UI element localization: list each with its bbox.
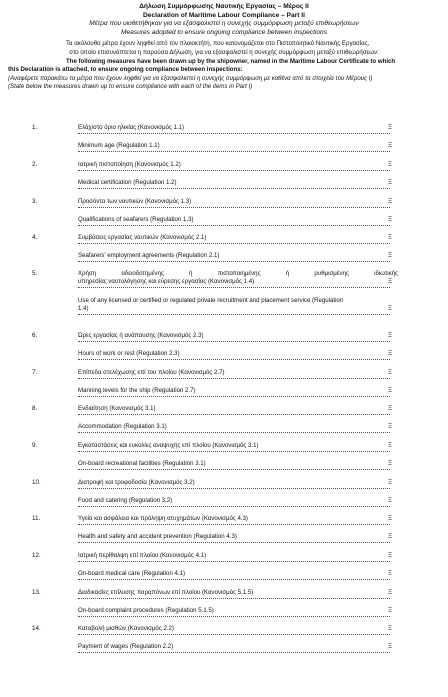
intro-paragraph — [8, 40, 440, 92]
checkbox-mark: Ξ — [388, 234, 392, 241]
item-greek-text — [78, 625, 398, 633]
item-english-text — [78, 460, 398, 468]
item-text: Manning levels for the ship (Regulation 2.7) — [78, 387, 196, 394]
checkbox-mark: Ξ — [388, 423, 392, 430]
dotted-answer-line — [78, 207, 390, 208]
item-english-text — [78, 305, 398, 313]
item-english-text — [78, 142, 398, 150]
item-english-text — [78, 350, 398, 358]
dotted-answer-line — [78, 432, 390, 433]
item-text: Συμβάσεις εργασίας ναυτικών (Κανονισμός 2.1) — [78, 234, 207, 241]
checkbox-mark: Ξ — [388, 124, 392, 131]
item-text: Ιατρική περίθαλψη επί πλοίου (Κανονισμός 4.1) — [78, 552, 207, 559]
checkbox-mark: Ξ — [388, 252, 392, 259]
dotted-answer-line — [78, 243, 390, 244]
item-english-text — [78, 643, 398, 651]
dotted-answer-line — [78, 287, 390, 288]
item-text: Ενδιαίτηση (Κανονισμός 3.1) — [78, 405, 156, 412]
checkbox-mark: Ξ — [388, 570, 392, 577]
checkbox-mark: Ξ — [388, 179, 392, 186]
checkbox-mark: Ξ — [388, 552, 392, 559]
item-text: Accommodation (Regulation 3.1) — [78, 423, 167, 430]
item-text: On-board complaint procedures (Regulation 5.1.5) — [78, 607, 214, 614]
dotted-answer-line — [78, 524, 390, 525]
dotted-answer-line — [78, 598, 390, 599]
dotted-answer-line — [78, 225, 390, 226]
item-greek-text — [78, 124, 398, 132]
intro-greek-note: (Αναφέρετε παρακάτω τα μέτρα που έχουν ληφθεί για να εξασφαλιστεί η συνεχής συμμόρφωση με καθένα από τα στοιχεία του Μέρους Ι) — [8, 74, 373, 82]
dotted-answer-line — [78, 634, 390, 635]
checkbox-mark: Ξ — [388, 198, 392, 205]
intro-english-line1: The following measures have been drawn up by the shipowner, named in the Maritime Labour Certificate to which — [66, 57, 396, 65]
item-greek-text — [78, 589, 398, 597]
subtitle-english: Measures adopted to ensure ongoing compliance between inspections — [120, 28, 327, 36]
checkbox-mark: Ξ — [388, 533, 392, 540]
checkbox-mark: Ξ — [388, 216, 392, 223]
item-text: On-board recreational facilities (Regulation 3.1) — [78, 460, 206, 467]
item-greek-text — [78, 515, 398, 523]
checkbox-mark: Ξ — [388, 607, 392, 614]
item-text: Υγεία και ασφάλεια και πρόληψη ατυχημάτων (Κανονισμός 4.3) — [78, 515, 248, 522]
item-english-text — [78, 387, 398, 395]
item-text: Προσόντα των ναυτικών (Κανονισμός 1.3) — [78, 198, 192, 205]
checkbox-mark: Ξ — [388, 332, 392, 339]
item-text: Εγκαταστάσεις και ευκολίες αναψυχής επί πλοίου (Κανονισμός 3.1) — [78, 442, 259, 449]
item-number: 9. — [32, 442, 38, 449]
item-text: Minimum age (Regulation 1.1) — [78, 142, 160, 149]
item-greek-text — [78, 479, 398, 487]
dotted-answer-line — [78, 652, 390, 653]
checkbox-mark: Ξ — [388, 142, 392, 149]
dotted-answer-line — [78, 133, 390, 134]
checkbox-mark: Ξ — [388, 460, 392, 467]
checkbox-mark: Ξ — [388, 161, 392, 168]
dotted-answer-line — [78, 414, 390, 415]
item-english-text — [78, 297, 398, 305]
dotted-answer-line — [78, 561, 390, 562]
dotted-answer-line — [78, 542, 390, 543]
checkbox-mark: Ξ — [388, 369, 392, 376]
item-english-text — [78, 497, 398, 505]
item-greek-text — [78, 552, 398, 560]
item-number: 11. — [32, 515, 41, 522]
item-text: Ώρες εργασίας ή ανάπαυσης (Κανονισμός 2.3) — [78, 332, 204, 339]
checkbox-mark: Ξ — [388, 442, 392, 449]
dotted-answer-line — [78, 396, 390, 397]
item-greek-text — [78, 198, 398, 206]
dotted-answer-line — [78, 451, 390, 452]
item-text: Ιατρική πιστοποίηση (Κανονισμός 1.2) — [78, 161, 181, 168]
item-greek-text — [78, 234, 398, 242]
item-text: υπηρεσίας ναυτολόγησης και εύρεσης εργασίας (Κανονισμός 1.4) — [78, 278, 255, 285]
item-text: Use of any licensed or certified or regulated private recruitment and placement service (Regulation — [78, 297, 344, 304]
item-number: 6. — [32, 332, 38, 339]
checkbox-mark: Ξ — [388, 625, 392, 632]
item-text: Ελάχιστο όριο ηλικίας (Κανονισμός 1.1) — [78, 124, 185, 131]
document-header — [0, 3, 448, 37]
item-greek-text — [78, 161, 398, 169]
intro-greek-line1: Τα ακόλουθα μέτρα έχουν ληφθεί από τον πλοιοκτήτη, που κατονομάζεται στο Πιστοποιητικό Ναυτικής Εργασίας, — [66, 40, 370, 48]
dotted-answer-line — [78, 188, 390, 189]
dotted-answer-line — [78, 506, 390, 507]
dotted-answer-line — [78, 314, 390, 315]
checkbox-mark: Ξ — [388, 387, 392, 394]
title-greek: Δήλωση Συμμόρφωσης Ναυτικής Εργασίας – Μέρος ΙΙ — [139, 3, 309, 10]
item-text: 1.4) — [78, 305, 89, 312]
item-text: Seafarers' employment agreements (Regulation 2.1) — [78, 252, 220, 259]
dotted-answer-line — [78, 170, 390, 171]
checkbox-mark: Ξ — [388, 497, 392, 504]
item-text: Qualifications of seafarers (Regulation 1.3) — [78, 216, 194, 223]
item-english-text — [78, 570, 398, 578]
item-text: Επίπεδα στελέχωσης επί του πλοίου (Κανονισμός 2.7) — [78, 369, 225, 376]
dotted-answer-line — [78, 579, 390, 580]
item-text: Hours of work or rest (Regulation 2.3) — [78, 350, 180, 357]
item-greek-text — [78, 270, 398, 278]
dotted-answer-line — [78, 341, 390, 342]
item-number: 13. — [32, 589, 41, 596]
checkbox-mark: Ξ — [388, 278, 392, 285]
item-greek-text — [78, 278, 398, 286]
item-text: Medical certification (Regulation 1.2) — [78, 179, 177, 186]
checkbox-mark: Ξ — [388, 643, 392, 650]
checkbox-mark: Ξ — [388, 515, 392, 522]
item-number: 3. — [32, 198, 38, 205]
checkbox-mark: Ξ — [388, 589, 392, 596]
checkbox-mark: Ξ — [388, 479, 392, 486]
item-english-text — [78, 216, 398, 224]
item-text: On-board medical care (Regulation 4.1) — [78, 570, 186, 577]
item-number: 4. — [32, 234, 38, 241]
item-number: 2. — [32, 161, 38, 168]
item-greek-text — [78, 332, 398, 340]
item-english-text — [78, 423, 398, 431]
intro-english-line2: this Declaration is attached, to ensure ongoing compliance between inspections: — [8, 66, 243, 74]
item-text: Χρήση αδειοδοτημένης ή πιστοποιημένης ή ρυθμισμένης ιδιωτικής — [78, 270, 398, 277]
subtitle-greek: Μέτρα που υιοθετήθηκαν για να εξασφαλιστεί η συνεχής συμμόρφωση μεταξύ επιθεωρήσεων — [89, 20, 359, 28]
item-text: Payment of wages (Regulation 2.2) — [78, 643, 174, 650]
dotted-answer-line — [78, 261, 390, 262]
item-number: 1. — [32, 124, 38, 131]
item-number: 8. — [32, 405, 38, 412]
checkbox-mark: Ξ — [388, 405, 392, 412]
item-english-text — [78, 533, 398, 541]
checkbox-mark: Ξ — [388, 305, 392, 312]
dotted-answer-line — [78, 469, 390, 470]
item-text: Διαδικασίες επίλυσης παραπόνων επί πλοίου (Κανονισμός 5.1.5) — [78, 589, 254, 596]
item-number: 10. — [32, 479, 41, 486]
dotted-answer-line — [78, 378, 390, 379]
item-greek-text — [78, 369, 398, 377]
item-text: Καταβολή μισθών (Κανονισμός 2.2) — [78, 625, 174, 632]
item-english-text — [78, 179, 398, 187]
item-number: 12. — [32, 552, 41, 559]
intro-english-note: (State below the measures drawn up to ensure compliance with each of the items in Part I) — [8, 83, 253, 91]
item-greek-text — [78, 442, 398, 450]
dotted-answer-line — [78, 616, 390, 617]
item-number: 14. — [32, 625, 41, 632]
dotted-answer-line — [78, 488, 390, 489]
item-english-text — [78, 607, 398, 615]
checkbox-mark: Ξ — [388, 350, 392, 357]
dotted-answer-line — [78, 151, 390, 152]
item-english-text — [78, 252, 398, 260]
dotted-answer-line — [78, 359, 390, 360]
item-greek-text — [78, 405, 398, 413]
item-text: Health and safety and accident prevention (Regulation 4.3) — [78, 533, 237, 540]
item-text: Food and catering (Regulation 3.2) — [78, 497, 173, 504]
intro-greek-line2: στο οποίο επισυνάπτεται η παρούσα Δήλωση, για να εξασφαλιστεί η συνεχής συμμόρφωση μεταξύ επιθεωρήσεων: — [69, 48, 379, 56]
item-text: Διατροφή και τροφοδοσία (Κανονισμός 3.2) — [78, 479, 195, 486]
item-number: 5. — [32, 270, 38, 277]
item-number: 7. — [32, 369, 38, 376]
title-english: Declaration of Maritime Labour Compliance – Part II — [143, 11, 305, 19]
